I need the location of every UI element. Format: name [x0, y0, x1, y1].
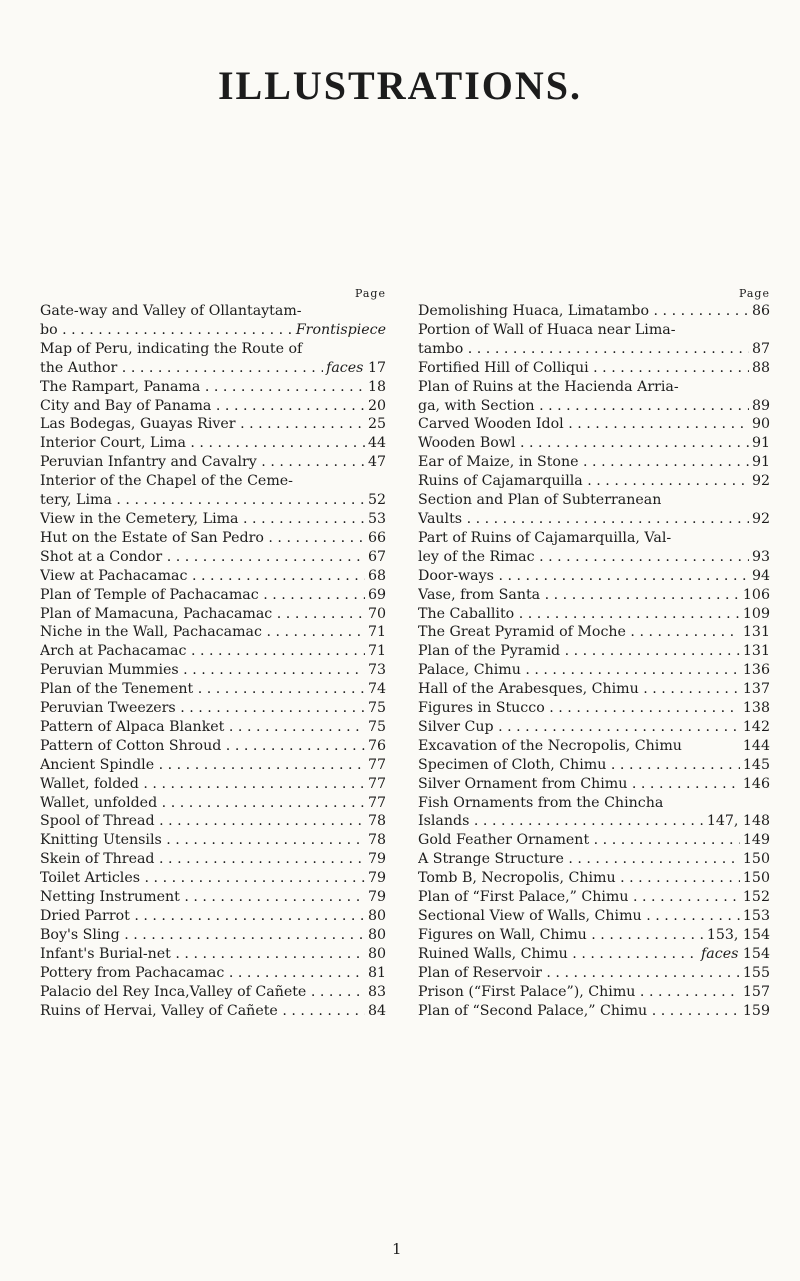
- entry-page: [365, 869, 386, 888]
- entry-title: Boy's Sling . . .: [40, 926, 365, 945]
- page-reference: 155: [742, 964, 770, 981]
- entry-title: Silver Cup . . .: [418, 718, 740, 737]
- entry-title: Palacio del Rey Inca,Valley of Cañete . . .: [40, 983, 365, 1002]
- entry-title: ley of the Rimac . . .: [418, 548, 749, 567]
- entry-title: Shot at a Condor . . .: [40, 548, 365, 567]
- page-reference: 80: [367, 945, 386, 962]
- list-item: [418, 945, 770, 964]
- list-item: [40, 529, 386, 548]
- page-reference: 137: [742, 681, 770, 698]
- list-item: [418, 983, 770, 1002]
- list-item: [40, 623, 386, 642]
- page-reference: 75: [367, 700, 386, 717]
- entry-page: [740, 680, 770, 699]
- entry-title: Figures on Wall, Chimu . . .: [418, 926, 704, 945]
- list-item: [418, 794, 770, 832]
- entry-title: Plan of the Pyramid . . .: [418, 642, 740, 661]
- entry-title: Ancient Spindle . . .: [40, 756, 365, 775]
- entry-title: Pattern of Alpaca Blanket . . .: [40, 718, 365, 737]
- entry-page: [365, 491, 386, 510]
- page-reference: 92: [751, 510, 770, 527]
- entry-title: Interior Court, Lima . . .: [40, 434, 365, 453]
- page-reference: 78: [367, 832, 386, 849]
- page-reference: 91: [751, 454, 770, 471]
- list-item: [40, 945, 386, 964]
- entry-title: The Great Pyramid of Moche . . .: [418, 623, 740, 642]
- entry-page: [365, 1002, 386, 1021]
- page-reference: 142: [742, 718, 770, 735]
- entry-page: [365, 623, 386, 642]
- entry-page: [365, 775, 386, 794]
- page-reference: 153, 154: [706, 926, 770, 943]
- list-item: [40, 888, 386, 907]
- entry-title: Hall of the Arabesques, Chimu . . .: [418, 680, 740, 699]
- list-item: [418, 321, 770, 359]
- page-reference: 147, 148: [706, 813, 770, 830]
- entry-page: [749, 359, 770, 378]
- entry-title: Silver Ornament from Chimu . . .: [418, 775, 740, 794]
- entry-page: [365, 397, 386, 416]
- entry-page: [365, 718, 386, 737]
- entry-title: Las Bodegas, Guayas River . . .: [40, 415, 365, 434]
- page-reference: 86: [751, 303, 770, 319]
- entry-title: Islands . . .: [418, 812, 704, 831]
- entry-title: Figures in Stucco . . .: [418, 699, 740, 718]
- page-reference: 136: [742, 662, 770, 679]
- list-item: [418, 605, 770, 624]
- entry-title: Hut on the Estate of San Pedro . . .: [40, 529, 365, 548]
- list-item: [40, 378, 386, 397]
- page-reference: 74: [367, 681, 386, 698]
- entry-title-line: Plan of Ruins at the Hacienda Arria-: [418, 378, 679, 395]
- page-reference: 80: [367, 926, 386, 943]
- list-item: [40, 850, 386, 869]
- page-reference: 70: [367, 605, 386, 622]
- page-reference: 52: [367, 492, 386, 509]
- entry-title: Plan of “First Palace,” Chimu . . .: [418, 888, 740, 907]
- page-reference: 92: [751, 473, 770, 490]
- page-reference: 83: [367, 983, 386, 1000]
- entry-page: [698, 945, 770, 964]
- entry-title: Toilet Articles . . .: [40, 869, 365, 888]
- list-item: [40, 302, 386, 340]
- entry-title: Peruvian Tweezers . . .: [40, 699, 365, 718]
- page-reference: 144: [742, 737, 770, 754]
- entry-page: [365, 415, 386, 434]
- page-reference: 18: [367, 378, 386, 395]
- list-item: [40, 661, 386, 680]
- page-reference: 44: [367, 435, 386, 452]
- entry-page: [749, 434, 770, 453]
- entry-title: Wallet, folded . . .: [40, 775, 365, 794]
- list-item: [418, 964, 770, 983]
- list-item: [418, 567, 770, 586]
- entry-title: Plan of “Second Palace,” Chimu . . .: [418, 1002, 740, 1021]
- page-reference: 67: [367, 548, 386, 565]
- entry-page: [740, 756, 770, 775]
- page-reference: 89: [751, 397, 770, 414]
- entry-title: Ear of Maize, in Stone . . .: [418, 453, 749, 472]
- list-item: [40, 642, 386, 661]
- entry-page: [365, 548, 386, 567]
- page-reference: 76: [367, 737, 386, 754]
- entry-page: [365, 453, 386, 472]
- page-reference: 153: [742, 908, 770, 924]
- entry-title: Vase, from Santa . . .: [418, 586, 740, 605]
- page-prefix: faces: [326, 359, 364, 376]
- list-item: [418, 453, 770, 472]
- entry-page: [749, 472, 770, 491]
- entry-title: Netting Instrument . . .: [40, 888, 365, 907]
- list-item: [40, 794, 386, 813]
- page-reference: 91: [751, 435, 770, 452]
- page-reference: 88: [751, 359, 770, 376]
- list-item: [40, 510, 386, 529]
- page-reference: 69: [367, 586, 386, 603]
- page-reference: 71: [367, 624, 386, 641]
- entry-page: [365, 567, 386, 586]
- entry-title: Plan of Temple of Pachacamac . . .: [40, 586, 365, 605]
- list-item: [418, 831, 770, 850]
- page-reference: 87: [751, 340, 770, 357]
- entry-title: Ruins of Hervai, Valley of Cañete . . .: [40, 1002, 365, 1021]
- entry-title-line: Section and Plan of Subterranean: [418, 492, 662, 509]
- list-item: [418, 737, 770, 756]
- entry-page: [365, 529, 386, 548]
- list-item: [40, 718, 386, 737]
- entry-title: Gold Feather Ornament . . .: [418, 831, 740, 850]
- entry-title: Palace, Chimu . . .: [418, 661, 740, 680]
- entry-page: [365, 642, 386, 661]
- entry-page: [365, 888, 386, 907]
- entry-title: Peruvian Mummies . . .: [40, 661, 365, 680]
- list-item: [40, 680, 386, 699]
- list-item: [418, 586, 770, 605]
- entry-page: [293, 321, 386, 340]
- entry-page: [740, 642, 770, 661]
- page-reference: 81: [367, 964, 386, 981]
- list-item: [418, 756, 770, 775]
- list-item: [40, 775, 386, 794]
- list-item: [418, 529, 770, 567]
- page-reference: 131: [742, 624, 770, 641]
- entry-title: The Rampart, Panama . . .: [40, 378, 365, 397]
- entry-page: [740, 888, 770, 907]
- entry-title: Dried Parrot . . .: [40, 907, 365, 926]
- entry-page: [740, 1002, 770, 1021]
- entry-title: Fortified Hill of Colliqui . . .: [418, 359, 749, 378]
- list-item: [40, 1002, 386, 1021]
- entry-page: [740, 661, 770, 680]
- list-item: [418, 434, 770, 453]
- entry-title: Carved Wooden Idol . . .: [418, 415, 749, 434]
- entry-title: Specimen of Cloth, Chimu . . .: [418, 756, 740, 775]
- list-item: [40, 605, 386, 624]
- page-reference: 77: [367, 775, 386, 792]
- list-item: [40, 756, 386, 775]
- entry-page: [740, 586, 770, 605]
- list-item: [40, 453, 386, 472]
- page-reference: 73: [367, 662, 386, 679]
- entry-page: [740, 983, 770, 1002]
- list-item: [40, 737, 386, 756]
- entry-title: Sectional View of Walls, Chimu . . .: [418, 907, 740, 926]
- entry-page: [365, 831, 386, 850]
- page-reference: 149: [742, 832, 770, 849]
- page-reference: 157: [742, 983, 770, 1000]
- entry-page: [749, 340, 770, 359]
- entry-page: [365, 586, 386, 605]
- entry-title: View at Pachacamac . . .: [40, 567, 365, 586]
- entry-page: [740, 718, 770, 737]
- entry-page: [365, 907, 386, 926]
- entry-title: Wallet, unfolded . . .: [40, 794, 365, 813]
- entry-title: Infant's Burial-net . . .: [40, 945, 365, 964]
- illustration-list-right: [418, 287, 770, 1020]
- list-item: [418, 472, 770, 491]
- entry-title: Spool of Thread . . .: [40, 812, 365, 831]
- page-reference: 20: [367, 397, 386, 414]
- entry-page: [749, 453, 770, 472]
- entry-page: [740, 605, 770, 624]
- entry-title: tambo . . .: [418, 340, 749, 359]
- entry-page: [365, 926, 386, 945]
- entry-title: tery, Lima . . .: [40, 491, 365, 510]
- list-item: [40, 340, 386, 378]
- entry-title: View in the Cemetery, Lima . . .: [40, 510, 365, 529]
- list-item: [418, 302, 770, 321]
- page-reference: 93: [751, 548, 770, 565]
- entry-page: [365, 699, 386, 718]
- page-reference: 79: [367, 851, 386, 868]
- page-reference: 84: [367, 1002, 386, 1019]
- entry-title: A Strange Structure . . .: [418, 850, 740, 869]
- list-item: [40, 567, 386, 586]
- page-reference: 77: [367, 794, 386, 811]
- entry-page: [740, 737, 770, 756]
- entry-page: [365, 983, 386, 1002]
- entry-title: Tomb B, Necropolis, Chimu . . .: [418, 869, 740, 888]
- page-reference: 109: [742, 605, 770, 622]
- list-item: [418, 907, 770, 926]
- entry-page: [740, 623, 770, 642]
- entry-title: Prison (“First Palace”), Chimu . . .: [418, 983, 740, 1002]
- list-item: [40, 907, 386, 926]
- entry-page: [365, 850, 386, 869]
- page-reference: 77: [367, 756, 386, 773]
- list-item: [418, 378, 770, 416]
- list-item: [40, 434, 386, 453]
- page-reference: 47: [367, 454, 386, 471]
- entry-title: ga, with Section . . .: [418, 397, 749, 416]
- entry-title-line: Portion of Wall of Huaca near Lima-: [418, 321, 676, 338]
- entry-page: [365, 680, 386, 699]
- entry-title: Pottery from Pachacamac . . .: [40, 964, 365, 983]
- entry-title: Vaults . . .: [418, 510, 749, 529]
- page-reference: 150: [742, 870, 770, 887]
- page-reference: 146: [742, 775, 770, 792]
- entry-page: [749, 415, 770, 434]
- entry-page: [704, 926, 770, 945]
- entry-page: [365, 794, 386, 813]
- entry-title-line: Interior of the Chapel of the Ceme-: [40, 473, 293, 490]
- entry-page: [749, 397, 770, 416]
- list-item: [418, 869, 770, 888]
- list-item: [418, 718, 770, 737]
- page-number: 1: [392, 1240, 402, 1258]
- list-item: [40, 397, 386, 416]
- entry-page: [749, 567, 770, 586]
- entry-title-line: Fish Ornaments from the Chincha: [418, 794, 664, 811]
- list-item: [40, 983, 386, 1002]
- entry-title: Door-ways . . .: [418, 567, 749, 586]
- list-item: [418, 359, 770, 378]
- entry-page: [740, 699, 770, 718]
- page-reference: 154: [742, 945, 770, 962]
- entry-title: Pattern of Cotton Shroud . . .: [40, 737, 365, 756]
- page-reference: 66: [367, 529, 386, 546]
- entry-page: [749, 548, 770, 567]
- entry-page: [365, 434, 386, 453]
- page-reference: 80: [367, 908, 386, 924]
- entry-title: Excavation of the Necropolis, Chimu: [418, 737, 682, 754]
- page-reference: Frontispiece: [295, 321, 386, 338]
- entry-title: Plan of Reservoir . . .: [418, 964, 740, 983]
- list-item: [40, 831, 386, 850]
- entry-page: [704, 812, 770, 831]
- entry-title: Wooden Bowl . . .: [418, 434, 749, 453]
- entry-page: [740, 850, 770, 869]
- page-reference: 17: [367, 359, 386, 376]
- entry-page: [740, 907, 770, 926]
- page-reference: 75: [367, 718, 386, 735]
- entry-page: [365, 661, 386, 680]
- list-item: [40, 472, 386, 510]
- list-item: [418, 888, 770, 907]
- entry-page: [365, 510, 386, 529]
- entry-title: Plan of the Tenement . . .: [40, 680, 365, 699]
- page-reference: 131: [742, 643, 770, 660]
- list-item: [418, 926, 770, 945]
- list-item: [418, 850, 770, 869]
- page-reference: 138: [742, 700, 770, 717]
- entry-title: the Author . . .: [40, 359, 323, 378]
- list-item: [40, 964, 386, 983]
- list-item: [40, 548, 386, 567]
- entry-title: City and Bay of Panama . . .: [40, 397, 365, 416]
- page-reference: 150: [742, 851, 770, 868]
- page-title: ILLUSTRATIONS.: [217, 63, 583, 108]
- page-reference: 71: [367, 643, 386, 660]
- list-item: [418, 680, 770, 699]
- entry-page: [740, 775, 770, 794]
- entry-page: [323, 359, 386, 378]
- page-prefix: faces: [701, 945, 739, 962]
- page-reference: 25: [367, 416, 386, 433]
- entry-title-line: Part of Ruins of Cajamarquilla, Val-: [418, 529, 672, 546]
- page-reference: 68: [367, 567, 386, 584]
- list-item: [418, 699, 770, 718]
- illustration-list-left: [40, 287, 386, 1020]
- entry-title: Arch at Pachacamac . . .: [40, 642, 365, 661]
- list-item: [418, 1002, 770, 1021]
- entry-title-line: Map of Peru, indicating the Route of: [40, 340, 303, 357]
- page-column-heading: Page: [354, 287, 386, 300]
- entry-page: [749, 510, 770, 529]
- page-reference: 78: [367, 813, 386, 830]
- list-item: [40, 812, 386, 831]
- entry-page: [740, 831, 770, 850]
- list-item: [40, 869, 386, 888]
- list-item: [40, 699, 386, 718]
- entry-title: Niche in the Wall, Pachacamac . . .: [40, 623, 365, 642]
- entry-page: [365, 945, 386, 964]
- entry-title: Ruined Walls, Chimu . . .: [418, 945, 698, 964]
- list-item: [40, 415, 386, 434]
- list-item: [418, 415, 770, 434]
- entry-title: Ruins of Cajamarquilla . . .: [418, 472, 749, 491]
- list-item: [418, 491, 770, 529]
- list-item: [418, 623, 770, 642]
- entry-page: [740, 964, 770, 983]
- page-reference: 152: [742, 889, 770, 906]
- page-reference: 94: [751, 567, 770, 584]
- entry-page: [365, 812, 386, 831]
- entry-page: [365, 378, 386, 397]
- list-item: [40, 586, 386, 605]
- page-reference: 79: [367, 870, 386, 887]
- entry-title: Plan of Mamacuna, Pachacamac . . .: [40, 605, 365, 624]
- entry-title: Knitting Utensils . . .: [40, 831, 365, 850]
- entry-title: Skein of Thread . . .: [40, 850, 365, 869]
- page-reference: 53: [367, 510, 386, 527]
- entry-title: bo . . .: [40, 321, 293, 340]
- page-reference: 159: [742, 1002, 770, 1019]
- list-item: [418, 642, 770, 661]
- page-reference: 90: [751, 416, 770, 433]
- entry-title: Demolishing Huaca, Limatambo . . .: [418, 302, 749, 321]
- entry-title-line: Gate-way and Valley of Ollantaytam-: [40, 303, 302, 319]
- page-reference: 106: [742, 586, 770, 603]
- page-column-heading: Page: [738, 287, 770, 300]
- page-reference: 79: [367, 889, 386, 906]
- page-reference: 145: [742, 756, 770, 773]
- entry-page: [365, 737, 386, 756]
- entry-title: Peruvian Infantry and Cavalry . . .: [40, 453, 365, 472]
- entry-page: [749, 302, 770, 321]
- list-item: [40, 926, 386, 945]
- list-item: [418, 775, 770, 794]
- entry-page: [365, 964, 386, 983]
- entry-title: The Caballito . . .: [418, 605, 740, 624]
- entry-page: [365, 756, 386, 775]
- entry-page: [365, 605, 386, 624]
- list-item: [418, 661, 770, 680]
- entry-page: [740, 869, 770, 888]
